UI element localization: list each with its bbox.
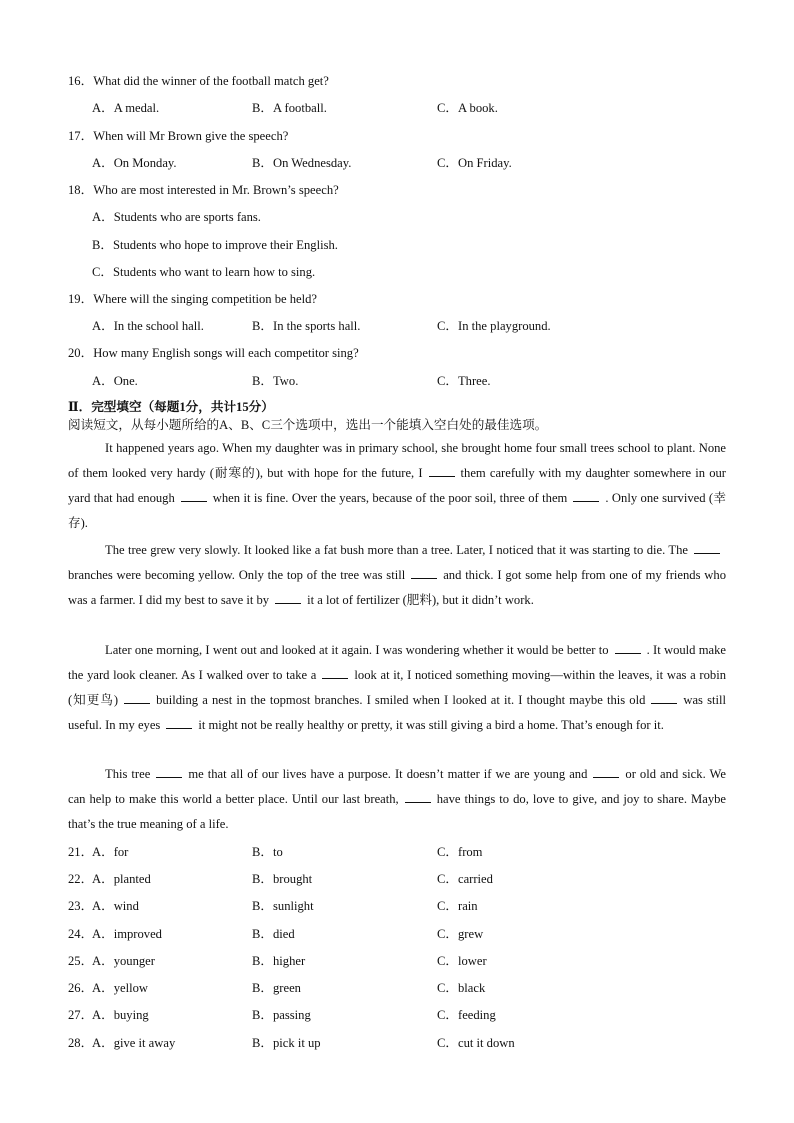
option-27b: B．passing (252, 1008, 311, 1022)
option-16a: A．A medal. (92, 101, 160, 115)
blank-33 (156, 765, 182, 778)
blank-27 (275, 591, 301, 604)
passage-text: have things to do, love to give, and joy to share. Maybe that’s the true meaning of a life. (68, 792, 726, 831)
option-22c: C．carried (437, 872, 493, 886)
blank-24 (573, 489, 599, 502)
question-18: 18．Who are most interested in Mr. Brown’s speech? (68, 183, 339, 197)
question-17: 17．When will Mr Brown give the speech? (68, 129, 289, 143)
passage-text: it might not be really healthy or pretty, it was still giving a bird a home. That’s enough for it. (198, 718, 664, 732)
passage-paragraph-3 (68, 638, 726, 738)
cloze-number-25: 25． (68, 954, 94, 968)
option-24c: C．grew (437, 927, 484, 941)
blank-28 (615, 641, 641, 654)
blank-30 (124, 691, 150, 704)
question-19: 19．Where will the singing competition be held? (68, 292, 318, 306)
option-25a: A．younger (92, 954, 155, 968)
passage-text: or old and sick. We can help to make this world a better place. Until our last breath, (68, 767, 726, 806)
passage-text: it a lot of fertilizer (肥料), but it didn’t work. (307, 593, 534, 607)
blank-29 (322, 666, 348, 679)
option-26a: A．yellow (92, 981, 148, 995)
cloze-number-23: 23． (68, 899, 94, 913)
option-28a: A．give it away (92, 1036, 176, 1050)
option-16c: C．A book. (437, 101, 498, 115)
option-17c: C．On Friday. (437, 156, 512, 170)
passage-text: when it is fine. Over the years, because of the poor soil, three of them (212, 491, 568, 505)
blank-35 (405, 790, 431, 803)
option-17b: B．On Wednesday. (252, 156, 352, 170)
passage-text: Later one morning, I went out and looked at it again. I was wondering whether it would be better to (105, 643, 609, 657)
option-18a: A．Students who are sports fans. (92, 210, 261, 224)
option-28b: B．pick it up (252, 1036, 321, 1050)
passage-paragraph-2 (68, 538, 726, 613)
option-18c: C．Students who want to learn how to sing. (92, 265, 316, 279)
section-title: Ⅱ．完型填空（每题1分，共计15分） (68, 400, 274, 414)
option-16b: B．A football. (252, 101, 327, 115)
blank-23 (181, 489, 207, 502)
option-18b: B．Students who hope to improve their English. (92, 238, 338, 252)
passage-text: look at it, I noticed something moving—within the leaves, it was a robin (知更鸟) (68, 668, 726, 707)
option-24a: A．improved (92, 927, 162, 941)
passage-text: me that all of our lives have a purpose. It doesn’t matter if we are young and (188, 767, 588, 781)
passage-text: . Only one survived (幸存). (68, 491, 726, 530)
option-23b: B．sunlight (252, 899, 314, 913)
cloze-number-26: 26． (68, 981, 94, 995)
passage-text: The tree grew very slowly. It looked like a fat bush more than a tree. Later, I noticed that it was starting to die. The (105, 543, 688, 557)
passage-text: building a nest in the topmost branches. I smiled when I looked at it. I thought maybe this old (156, 693, 646, 707)
option-26b: B．green (252, 981, 301, 995)
option-22a: A．planted (92, 872, 151, 886)
option-20a: A．One. (92, 374, 138, 388)
section-instruction: 阅读短文，从每小题所给的A、B、C三个选项中，选出一个能填入空白处的最佳选项。 (68, 418, 548, 432)
option-17a: A．On Monday. (92, 156, 177, 170)
cloze-number-24: 24． (68, 927, 94, 941)
option-20c: C．Three. (437, 374, 491, 388)
option-24b: B．died (252, 927, 295, 941)
option-26c: C．black (437, 981, 486, 995)
option-25b: B．higher (252, 954, 306, 968)
passage-text: It happened years ago. When my daughter was in primary school, she brought home four small trees school to plant. None of them looked very hardy (耐寒的), but with hope for the future, I (68, 441, 726, 480)
cloze-number-27: 27． (68, 1008, 94, 1022)
cloze-number-21: 21． (68, 845, 94, 859)
blank-25 (694, 541, 720, 554)
option-21a: A．for (92, 845, 129, 859)
option-25c: C．lower (437, 954, 487, 968)
blank-34 (593, 765, 619, 778)
option-20b: B．Two. (252, 374, 299, 388)
option-19b: B．In the sports hall. (252, 319, 361, 333)
passage-text: . It would make the yard look cleaner. As I walked over to take a (68, 643, 727, 682)
passage-paragraph-1 (68, 436, 726, 536)
option-21b: B．to (252, 845, 283, 859)
blank-22 (429, 464, 455, 477)
passage-text: them carefully with my daughter somewhere in our yard that had enough (68, 466, 726, 505)
option-27a: A．buying (92, 1008, 149, 1022)
option-27c: C．feeding (437, 1008, 496, 1022)
passage-text: was still useful. In my eyes (68, 693, 726, 732)
blank-31 (651, 691, 677, 704)
option-21c: C．from (437, 845, 483, 859)
cloze-number-22: 22． (68, 872, 94, 886)
passage-text: branches were becoming yellow. Only the top of the tree was still (68, 568, 406, 582)
question-16: 16．What did the winner of the football match get? (68, 74, 329, 88)
question-20: 20．How many English songs will each competitor sing? (68, 346, 359, 360)
blank-32 (166, 716, 192, 729)
option-19c: C．In the playground. (437, 319, 551, 333)
passage-text: This tree (105, 767, 151, 781)
cloze-number-28: 28． (68, 1036, 94, 1050)
passage-paragraph-4 (68, 762, 726, 837)
option-23c: C．rain (437, 899, 478, 913)
blank-26 (411, 566, 437, 579)
option-28c: C．cut it down (437, 1036, 515, 1050)
option-23a: A．wind (92, 899, 139, 913)
passage-text: and thick. I got some help from one of my friends who was a farmer. I did my best to save it by (68, 568, 726, 607)
option-22b: B．brought (252, 872, 313, 886)
option-19a: A．In the school hall. (92, 319, 204, 333)
